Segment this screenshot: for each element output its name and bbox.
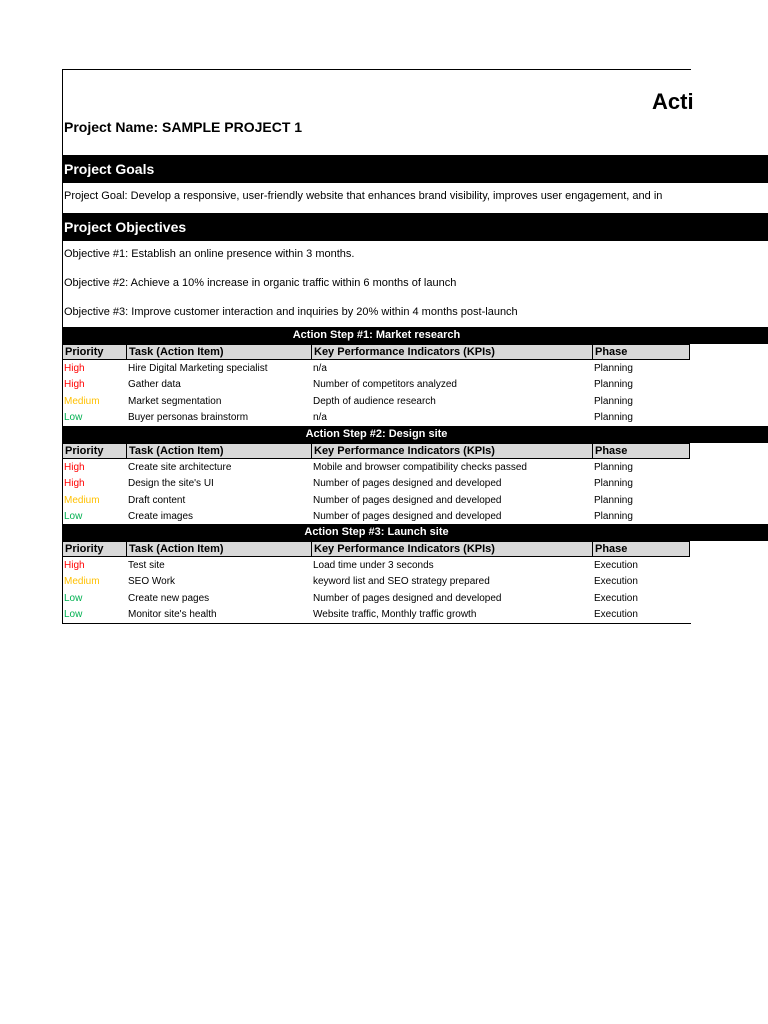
objective-3: Objective #3: Improve customer interaction and inquiries by 20% within 4 months post-launch	[64, 306, 518, 318]
cell-priority: Medium	[64, 576, 100, 588]
column-header-task: Task (Action Item)	[127, 444, 312, 458]
cell-task: SEO Work	[128, 576, 176, 588]
cell-priority: High	[64, 478, 85, 490]
action-plan-sheet	[62, 69, 768, 624]
cell-task: Test site	[128, 560, 165, 571]
table-row	[62, 476, 690, 492]
cell-phase: Execution	[594, 608, 638, 620]
cell-priority: Low	[64, 510, 83, 522]
column-header-priority: Priority	[63, 345, 127, 359]
cell-priority: Low	[64, 411, 83, 423]
table-row	[62, 607, 690, 623]
cell-phase: Planning	[594, 510, 633, 522]
action-step-title-text: Action Step #2: Design site	[305, 428, 448, 440]
column-header-phase: Phase	[595, 346, 628, 358]
cell-kpi: n/a	[313, 411, 327, 423]
sheet-border-top	[62, 69, 691, 70]
cell-priority: High	[64, 363, 85, 374]
objective-2: Objective #2: Achieve a 10% increase in organic traffic within 6 months of launch	[64, 277, 457, 289]
column-header-phase: Phase	[595, 543, 628, 555]
cell-task: Create site architecture	[128, 462, 232, 473]
column-header-kpi: Key Performance Indicators (KPIs)	[312, 444, 593, 458]
objectives-heading: Project Objectives	[62, 213, 768, 241]
column-header-priority: Priority	[63, 444, 127, 458]
cell-task: Gather data	[128, 379, 181, 391]
cell-kpi: Number of pages designed and developed	[313, 478, 502, 490]
table-row	[62, 493, 690, 509]
action-step-title-text: Action Step #1: Market research	[292, 329, 461, 341]
cell-phase: Planning	[594, 379, 633, 391]
cell-phase: Execution	[594, 560, 638, 571]
cell-phase: Planning	[594, 395, 633, 407]
cell-kpi: keyword list and SEO strategy prepared	[313, 576, 490, 588]
cell-phase: Execution	[594, 592, 638, 604]
cell-priority: High	[64, 462, 85, 473]
column-header-phase: Phase	[595, 445, 628, 457]
action-step-title	[62, 524, 768, 541]
cell-phase: Planning	[594, 462, 633, 473]
cell-task: Create images	[128, 510, 194, 522]
project-name: Project Name: SAMPLE PROJECT 1	[64, 119, 303, 135]
cell-task: Hire Digital Marketing specialist	[128, 363, 268, 374]
action-step-title	[62, 327, 768, 344]
cell-kpi: Load time under 3 seconds	[313, 560, 434, 571]
table-row	[62, 361, 690, 377]
cell-phase: Planning	[594, 494, 633, 506]
column-header-task: Task (Action Item)	[127, 542, 312, 556]
cell-phase: Planning	[594, 363, 633, 374]
table-row	[62, 410, 690, 426]
cell-phase: Planning	[594, 411, 633, 423]
cell-kpi: Number of pages designed and developed	[313, 494, 502, 506]
cell-task: Buyer personas brainstorm	[128, 411, 249, 423]
cell-task: Create new pages	[128, 592, 210, 604]
cell-task: Design the site's UI	[128, 478, 214, 490]
cell-kpi: n/a	[313, 363, 327, 374]
cell-kpi: Depth of audience research	[313, 395, 436, 407]
cell-priority: Medium	[64, 395, 100, 407]
cell-kpi: Number of pages designed and developed	[313, 510, 502, 522]
cell-kpi: Number of pages designed and developed	[313, 592, 502, 604]
cell-phase: Execution	[594, 576, 638, 588]
cell-task: Draft content	[128, 494, 186, 506]
table-row	[62, 574, 690, 590]
table-row	[62, 591, 690, 607]
column-header-priority: Priority	[63, 542, 127, 556]
table-row	[62, 509, 690, 525]
cell-priority: Low	[64, 592, 83, 604]
table-row	[62, 460, 690, 476]
cell-priority: Low	[64, 608, 83, 620]
page-title: Acti	[652, 89, 694, 114]
cell-task: Monitor site's health	[128, 608, 217, 620]
cell-task: Market segmentation	[128, 395, 222, 407]
goal-text: Project Goal: Develop a responsive, user-friendly website that enhances brand visibility, improves user engagement, and in	[64, 190, 663, 202]
table-header	[62, 344, 690, 360]
goals-heading: Project Goals	[62, 155, 768, 183]
table-row	[62, 377, 690, 393]
table-row	[62, 394, 690, 410]
table-header	[62, 541, 690, 557]
cell-priority: High	[64, 560, 85, 571]
cell-priority: High	[64, 379, 85, 391]
column-header-kpi: Key Performance Indicators (KPIs)	[312, 542, 593, 556]
objective-1: Objective #1: Establish an online presence within 3 months.	[64, 248, 355, 260]
action-step-title-text: Action Step #3: Launch site	[304, 526, 449, 538]
cell-kpi: Number of competitors analyzed	[313, 379, 457, 391]
column-header-task: Task (Action Item)	[127, 345, 312, 359]
cell-kpi: Mobile and browser compatibility checks passed	[313, 462, 527, 473]
table-row	[62, 558, 690, 574]
sheet-border-bottom	[62, 623, 691, 624]
table-header	[62, 443, 690, 459]
cell-kpi: Website traffic, Monthly traffic growth	[313, 608, 477, 620]
column-header-kpi: Key Performance Indicators (KPIs)	[312, 345, 593, 359]
cell-phase: Planning	[594, 478, 633, 490]
action-step-title	[62, 426, 768, 443]
cell-priority: Medium	[64, 494, 100, 506]
